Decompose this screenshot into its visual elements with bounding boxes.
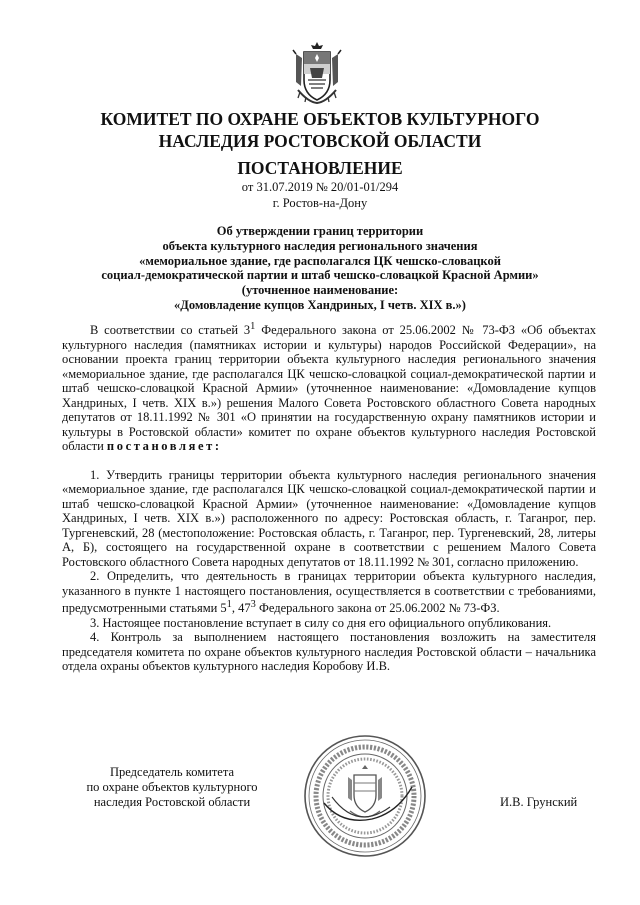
preamble-text-b: Федерального закона от 25.06.2002 № 73-ФЗ «Об объектах культурного наследия (памятниках истории и культуры) народов Российской Федерации», на основании проекта границ территории объекта культурного наследия регионального значения «мемориальное здание, где располагался ЦК чешско-словацкой социал-демократической партии и штаб чешско-словацкой Красной Армии» (уточненное наименование: «Домовладение купцов Хандриных, I четв. XIX в.») решения Малого Совета Ростовского областного Совета народных депутатов от 18.11.1992 № 301 «О принятии на государственную охрану памятников истории и культуры в Ростовской области» комитет по охране объектов культурного наследия Ростовской области — [62, 323, 596, 454]
clause-2-superscript-2: 3 — [250, 599, 256, 611]
coat-of-arms-icon — [288, 40, 346, 106]
subject-line-1: Об утверждении границ территории — [216, 224, 424, 238]
document-type: ПОСТАНОВЛЕНИЕ — [237, 158, 403, 178]
organization-name-line-2: НАСЛЕДИЯ РОСТОВСКОЙ ОБЛАСТИ — [158, 131, 482, 151]
organization-name-line-1: КОМИТЕТ ПО ОХРАНЕ ОБЪЕКТОВ КУЛЬТУРНОГО — [100, 109, 540, 129]
clause-2 — [62, 569, 596, 616]
subject-line-4: социал-демократической партии и штаб чешско-словацкой Красной Армии» — [101, 268, 539, 283]
signatory-name: И.В. Грунский — [500, 795, 578, 809]
clause-3: 3. Настоящее постановление вступает в силу со дня его официального опубликования. — [90, 615, 552, 630]
subject-line-5: (уточненное наименование: — [241, 283, 399, 298]
official-stamp-icon — [302, 733, 428, 859]
clause-2-text-c: Федерального закона от 25.06.2002 № 73-ФЗ. — [255, 601, 500, 616]
resolves-keyword: постановляет: — [106, 439, 222, 454]
organization-name — [60, 108, 580, 152]
document-number: от 31.07.2019 № 20/01-01/294 — [241, 180, 399, 194]
clause-4: 4. Контроль за выполнением настоящего постановления возложить на заместителя председателя комитета по охране объектов культурного наследия Ростовской области – начальника отдела охраны объектов культурного наследия Коробову И.В. — [62, 630, 596, 674]
clause-1: 1. Утвердить границы территории объекта культурного наследия регионального значения «мемориальное здание, где располагался ЦК чешско-словацкой социал-демократической партии и штаб чешско-словацкой Красной Армии» (уточненное наименование: «Домовладение купцов Хандриных, I четв. XIX в.») расположенного по адресу: Ростовская область, г. Таганрог, пер. Тургеневский, 28 (местоположение: Ростовская область, г. Таганрог, пер. Тургеневский, 28, литеры А, Б), состоящего на государственной охране в соответствии с решением Малого Совета Ростовского областного Совета народных депутатов от 18.11.1992 № 301, согласно приложению. — [62, 467, 596, 569]
preamble-paragraph — [62, 320, 596, 454]
preamble-superscript: 1 — [250, 321, 256, 332]
signatory-position-line-2: по охране объектов культурного — [86, 780, 258, 794]
clause-2-text-b: , 47 — [231, 601, 251, 616]
clause-2-superscript-1: 1 — [226, 599, 232, 611]
signatory-position-line-3: наследия Ростовской области — [93, 795, 251, 809]
document-body — [62, 320, 596, 674]
preamble-text-a: В соответствии со статьей 3 — [90, 323, 251, 338]
signatory-position-line-1: Председатель комитета — [110, 765, 234, 779]
subject-line-2: объекта культурного наследия регионального значения — [162, 238, 478, 253]
subject-line-3: «мемориальное здание, где располагался ЦК чешско-словацкой — [139, 253, 501, 268]
signatory-position — [62, 765, 282, 810]
document-city: г. Ростов-на-Дону — [272, 196, 368, 210]
clause-2-text-a: 2. Определить, что деятельность в границах территории объекта культурного наследия, указанного в пункте 1 настоящего постановления, осуществляется в соответствии с требованиями, предусмотренными статьями 5 — [62, 569, 596, 616]
subject-line-6: «Домовладение купцов Хандриных, I четв. XIX в.») — [174, 297, 466, 312]
document-subject — [40, 224, 600, 313]
